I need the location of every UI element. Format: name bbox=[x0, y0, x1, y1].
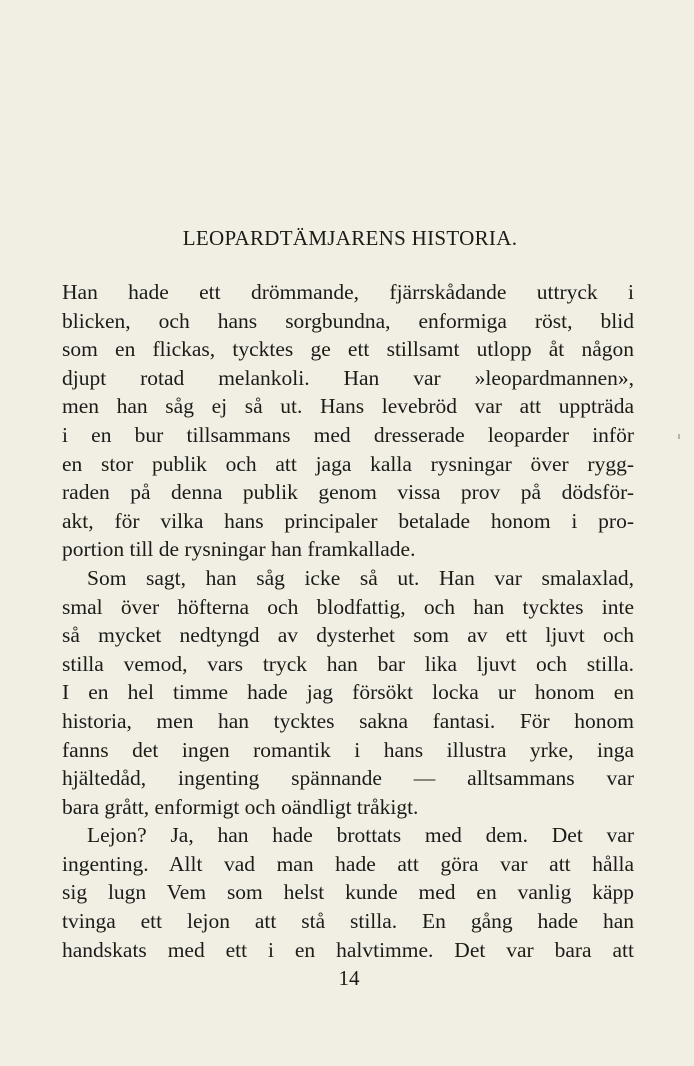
text-line: smal över höfterna och blodfattig, och han tycktes inte bbox=[62, 594, 634, 619]
text-line: historia, men han tycktes sakna fantasi. För honom bbox=[62, 708, 634, 733]
text-line: sig lugn Vem som helst kunde med en vanlig käpp bbox=[62, 880, 634, 905]
text-line: I en hel timme hade jag försökt locka ur honom en bbox=[62, 680, 634, 705]
page-number: 14 bbox=[338, 966, 360, 990]
body-text bbox=[62, 278, 634, 964]
text-line: hjältedåd, ingenting spännande — alltsammans var bbox=[62, 766, 634, 791]
text-line: Lejon? Ja, han hade brottats med dem. Det var bbox=[87, 823, 634, 848]
text-line: som en flickas, tycktes ge ett stillsamt utlopp åt någon bbox=[62, 337, 634, 362]
text-line: i en bur tillsammans med dresserade leoparder inför bbox=[62, 422, 634, 447]
text-line: så mycket nedtyngd av dysterhet som av ett ljuvt och bbox=[62, 623, 634, 648]
text-line: fanns det ingen romantik i hans illustra yrke, inga bbox=[62, 737, 634, 762]
paper-speck bbox=[678, 434, 680, 439]
text-line: men han såg ej så ut. Hans levebröd var att uppträda bbox=[62, 394, 634, 419]
text-line: stilla vemod, vars tryck han bar lika ljuvt och stilla. bbox=[62, 651, 634, 676]
text-line: portion till de rysningar han framkallade. bbox=[62, 537, 416, 562]
text-line: blicken, och hans sorgbundna, enformiga röst, blid bbox=[62, 308, 634, 333]
text-line: akt, för vilka hans principaler betalade honom i pro- bbox=[62, 508, 634, 533]
text-line: Som sagt, han såg icke så ut. Han var smalaxlad, bbox=[87, 565, 634, 590]
chapter-title: LEOPARDTÄMJARENS HISTORIA. bbox=[182, 226, 518, 250]
text-line: Han hade ett drömmande, fjärrskådande uttryck i bbox=[62, 280, 634, 304]
text-line: ingenting. Allt vad man hade att göra var att hålla bbox=[62, 851, 634, 876]
text-line: bara grått, enformigt och oändligt tråkigt. bbox=[62, 794, 419, 819]
text-line: tvinga ett lejon att stå stilla. En gång hade han bbox=[62, 909, 634, 934]
text-line: raden på denna publik genom vissa prov på dödsför- bbox=[62, 480, 634, 505]
text-line: en stor publik och att jaga kalla rysningar över rygg- bbox=[62, 451, 634, 476]
text-line: handskats med ett i en halvtimme. Det var bara att bbox=[62, 937, 634, 962]
text-line: djupt rotad melankoli. Han var »leopardmannen», bbox=[62, 365, 634, 390]
